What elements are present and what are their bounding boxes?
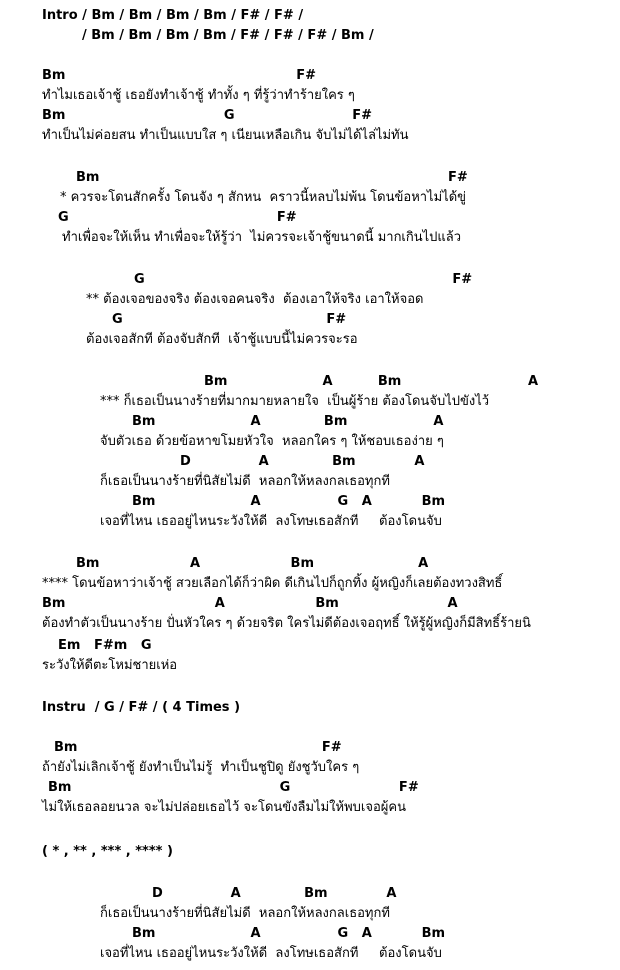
lyric-line: เจอที่ไหน เธออยู่ไหนระวังให้ดี ลงโทษเธอสักที ต้องโดนจับ xyxy=(100,514,442,529)
lyric-line: **** โดนข้อหาว่าเจ้าชู้ สวยเลือกได้ก็ว่าผิด ดีเกินไปก็ถูกทิ้ง ผู้หญิงก็เลยต้องทวงสิทธิ์ xyxy=(42,576,503,591)
lyric-line: ทำเป็นไม่ค่อยสน ทำเป็นแบบใส ๆ เนียนเหลือเกิน จับไม่ได้ไล่ไม่ทัน xyxy=(42,128,409,143)
chord-line: D A Bm A xyxy=(180,454,425,469)
chord-line: Bm A Bm A xyxy=(204,374,539,389)
lyric-line: ไม่ให้เธอลอยนวล จะไม่ปล่อยเธอไว้ จะโดนขังลืมไม่ให้พบเจอผู้คน xyxy=(42,800,406,815)
intro-line-2: / Bm / Bm / Bm / Bm / F# / F# / F# / Bm / xyxy=(82,28,374,43)
chord-line: Bm A G A Bm xyxy=(132,926,446,941)
chord-line: D A Bm A xyxy=(152,886,397,901)
chord-line: Bm F# xyxy=(54,740,342,755)
chord-line: Bm G F# xyxy=(48,780,419,795)
lyric-line: ถ้ายังไม่เลิกเจ้าชู้ ยังทำเป็นไม่รู้ ทำเป็นชูปิดู ยังชูวับใคร ๆ xyxy=(42,760,360,775)
chord-line: Bm A Bm A xyxy=(132,414,444,429)
chord-line: Bm A G A Bm xyxy=(132,494,446,509)
chord-line: Bm A Bm A xyxy=(76,556,429,571)
lyric-line: จับตัวเธอ ด้วยข้อหาขโมยหัวใจ หลอกใคร ๆ ให้ชอบเธอง่าย ๆ xyxy=(100,434,444,449)
chord-line: Bm F# xyxy=(76,170,468,185)
chord-line: Em F#m G xyxy=(58,638,152,653)
lyric-line: ระวังให้ดีตะโหม่ชายเห่อ xyxy=(42,658,178,673)
instrumental-line: Instru / G / F# / ( 4 Times ) xyxy=(42,700,241,715)
chord-line: Bm F# xyxy=(42,68,317,83)
lyric-line: ก็เธอเป็นนางร้ายที่นิสัยไม่ดี หลอกให้หลงกลเธอทุกที xyxy=(100,474,390,489)
chord-line: Bm A Bm A xyxy=(42,596,458,611)
repeat-line: ( * , ** , *** , **** ) xyxy=(42,844,173,859)
lyric-line: ก็เธอเป็นนางร้ายที่นิสัยไม่ดี หลอกให้หลงกลเธอทุกที xyxy=(100,906,390,921)
lyric-line: * ควรจะโดนสักครั้ง โดนจัง ๆ สักหน คราวนี้หลบไม่พ้น โดนข้อหาไม่ได้ขู่ xyxy=(60,190,467,205)
lyric-line: ต้องทำตัวเป็นนางร้าย ปั่นหัวใคร ๆ ด้วยจริต ใครไม่ดีต้องเจอฤทธิ์ ให้รู้ผู้หญิงก็มีสิทธิ์ร้ายนิ xyxy=(42,616,531,631)
lyric-line: เจอที่ไหน เธออยู่ไหนระวังให้ดี ลงโทษเธอสักที ต้องโดนจับ xyxy=(100,946,442,961)
chord-line: G F# xyxy=(112,312,347,327)
lyric-line: ทำเพื่อจะให้เห็น ทำเพื่อจะให้รู้ว่า ไม่ควรจะเจ้าชู้ขนาดนี้ มากเกินไปแล้ว xyxy=(62,230,462,245)
chord-line: G F# xyxy=(58,210,297,225)
lyric-line: ทำไมเธอเจ้าชู้ เธอยังทำเจ้าชู้ ทำทั้ง ๆ ที่รู้ว่าทำร้ายใคร ๆ xyxy=(42,88,355,103)
chord-line: G F# xyxy=(134,272,473,287)
intro-line-1: Intro / Bm / Bm / Bm / Bm / F# / F# / xyxy=(42,8,304,23)
lyric-line: *** ก็เธอเป็นนางร้ายที่มากมายหลายใจ เป็นผู้ร้าย ต้องโดนจับไปขังไว้ xyxy=(100,394,490,409)
lyric-line: ** ต้องเจอของจริง ต้องเจอคนจริง ต้องเอาให้จริง เอาให้จอด xyxy=(86,292,424,307)
chord-line: Bm G F# xyxy=(42,108,372,123)
lyric-line: ต้องเจอสักที ต้องจับสักที เจ้าชู้แบบนี้ไม่ควรจะรอ xyxy=(86,332,358,347)
